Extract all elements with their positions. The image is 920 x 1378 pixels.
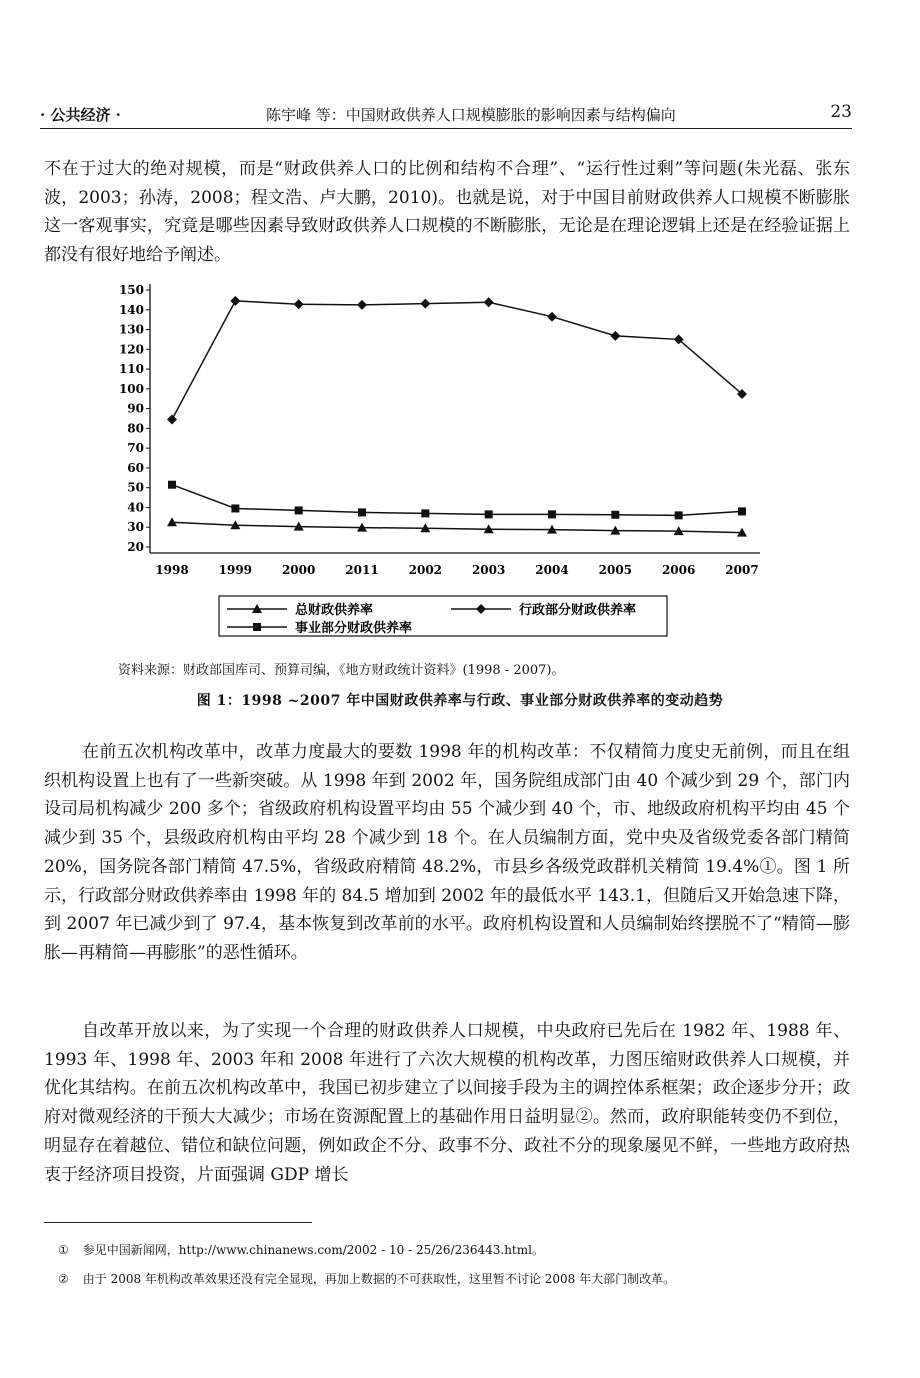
paragraph-3: 自改革开放以来，为了实现一个合理的财政供养人口规模，中央政府已先后在 1982 年、1988 年、1993 年、1998 年、2003 年和 2008 年进行了六次大规模的机构改革，力图压缩财政供养人口规模，并优化其结构。在前五次机构改革中，我国已初步建立了以间接手段为主的调控体系框架；政企逐步分开；政府对微观经济的干预大大减少；市场在资源配置上的基础作用日益明显②。然而，政府职能转变仍不到位，明显存在着越位、错位和缺位问题，例如政企不分、政事不分、政社不分的现象屡见不鲜，一些地方政府热衷于经济项目投资，片面强调 GDP 增长 <box>44 1021 850 1185</box>
data-point-diamond <box>167 414 177 424</box>
page-number: 23 <box>830 102 852 122</box>
legend-label: 事业部分财政供养率 <box>295 621 413 636</box>
legend-label: 总财政供养率 <box>295 603 374 618</box>
y-tick-label: 150 <box>118 283 144 297</box>
x-tick-label: 2002 <box>408 563 443 577</box>
y-tick-label: 20 <box>127 540 144 554</box>
footnote-1 <box>58 1241 544 1258</box>
y-tick-label: 130 <box>118 322 144 337</box>
series-line-diamond <box>172 301 742 420</box>
data-point-square <box>485 510 493 518</box>
data-point-diamond <box>357 300 367 310</box>
series-line-triangle <box>172 522 742 532</box>
paragraph-2: 在前五次机构改革中，改革力度最大的要数 1998 年的机构改革：不仅精简力度史无前例，而且在组织机构设置上也有了一些新突破。从 1998 年到 2002 年，国务院组成部门由 40 个减少到 29 个，部门内设司局机构减少 200 多个；省级政府机构设置平均由 55 个减少到 40 个，市、地级政府机构平均由 45 个减少到 35 个，县级政府机构由平均 28 个减少到 18 个。在人员编制方面，党中央及省级党委各部门精简 20%，国务院各部门精简 47.5%，省级政府精简 48.2%，市县乡各级党政群机关精简 19.4%①。图 1 所示，行政部分财政供养率由 1998 年的 84.5 增加到 2002 年的最低水平 143.1，但随后又开始急速下降，到 2007 年已减少到了 97.4，基本恢复到改革前的水平。政府机构设置和人员编制始终摆脱不了“精简—膨胀—再精简—再膨胀”的恶性循环。 <box>44 742 850 963</box>
legend-marker-square <box>253 623 261 631</box>
data-point-diamond <box>610 331 620 341</box>
running-header <box>40 100 852 130</box>
section-label: · 公共经济 · <box>40 106 121 124</box>
y-tick-label: 90 <box>127 401 144 416</box>
data-point-diamond <box>294 299 304 309</box>
series-line-square <box>172 485 742 516</box>
footnote-1-mark: ① <box>58 1243 69 1257</box>
data-point-square <box>358 508 366 516</box>
x-tick-label: 2000 <box>281 563 316 577</box>
x-tick-label: 2003 <box>471 563 506 577</box>
figure-caption: 图 1：1998 ~2007 年中国财政供养率与行政、事业部分财政供养率的变动趋势 <box>196 693 724 709</box>
footnote-2-mark: ② <box>58 1272 69 1286</box>
footnote-rule <box>44 1222 312 1223</box>
x-tick-label: 2007 <box>725 563 759 577</box>
y-tick-label: 110 <box>118 362 144 377</box>
footnote-2 <box>58 1270 675 1287</box>
y-tick-label: 40 <box>127 500 144 515</box>
footnote-2-text: 由于 2008 年机构改革效果还没有完全显现，再加上数据的不可获取性，这里暂不讨论 2008 年大部门制改革。 <box>82 1272 676 1286</box>
line-chart <box>110 278 770 640</box>
y-tick-label: 30 <box>127 520 144 535</box>
y-tick-label: 60 <box>127 460 144 475</box>
y-tick-label: 70 <box>127 441 144 456</box>
y-tick-label: 100 <box>118 381 144 396</box>
data-point-square <box>168 481 176 489</box>
x-tick-label: 1999 <box>218 563 253 577</box>
y-tick-label: 140 <box>118 302 144 317</box>
figure-source: 资料来源：财政部国库司、预算司编，《地方财政统计资料》(1998 - 2007)。 <box>118 663 565 678</box>
data-point-square <box>738 507 746 515</box>
running-title: 陈宇峰 等：中国财政供养人口规模膨胀的影响因素与结构偏向 <box>266 106 676 124</box>
y-tick-label: 120 <box>118 342 144 357</box>
data-point-square <box>295 506 303 514</box>
data-point-diamond <box>420 299 430 309</box>
footnote-1-text: 参见中国新闻网，http://www.chinanews.com/2002 - 10 - 25/26/236443.html。 <box>82 1243 544 1257</box>
x-tick-label: 2011 <box>345 563 379 577</box>
header-rule <box>40 128 852 129</box>
data-point-diamond <box>547 312 557 322</box>
y-tick-label: 80 <box>127 421 144 436</box>
x-tick-label: 1998 <box>155 563 189 577</box>
data-point-diamond <box>230 296 240 306</box>
paragraph-1: 不在于过大的绝对规模，而是“财政供养人口的比例和结构不合理”、“运行性过剩”等问题(朱光磊、张东波，2003；孙涛，2008；程文浩、卢大鹏，2010)。也就是说，对于中国目前财政供养人口规模不断膨胀这一客观事实，究竟是哪些因素导致财政供养人口规模的不断膨胀，无论是在理论逻辑上还是在经验证据上都没有很好地给予阐述。 <box>44 159 850 266</box>
x-tick-label: 2004 <box>535 563 569 577</box>
data-point-diamond <box>484 297 494 307</box>
data-point-square <box>231 504 239 512</box>
legend-label: 行政部分财政供养率 <box>519 603 637 618</box>
data-point-square <box>548 510 556 518</box>
data-point-square <box>611 511 619 519</box>
y-tick-label: 50 <box>127 480 144 495</box>
data-point-square <box>675 511 683 519</box>
legend-marker-diamond <box>476 604 486 614</box>
data-point-square <box>421 509 429 517</box>
x-tick-label: 2006 <box>661 563 696 577</box>
x-tick-label: 2005 <box>598 563 633 577</box>
